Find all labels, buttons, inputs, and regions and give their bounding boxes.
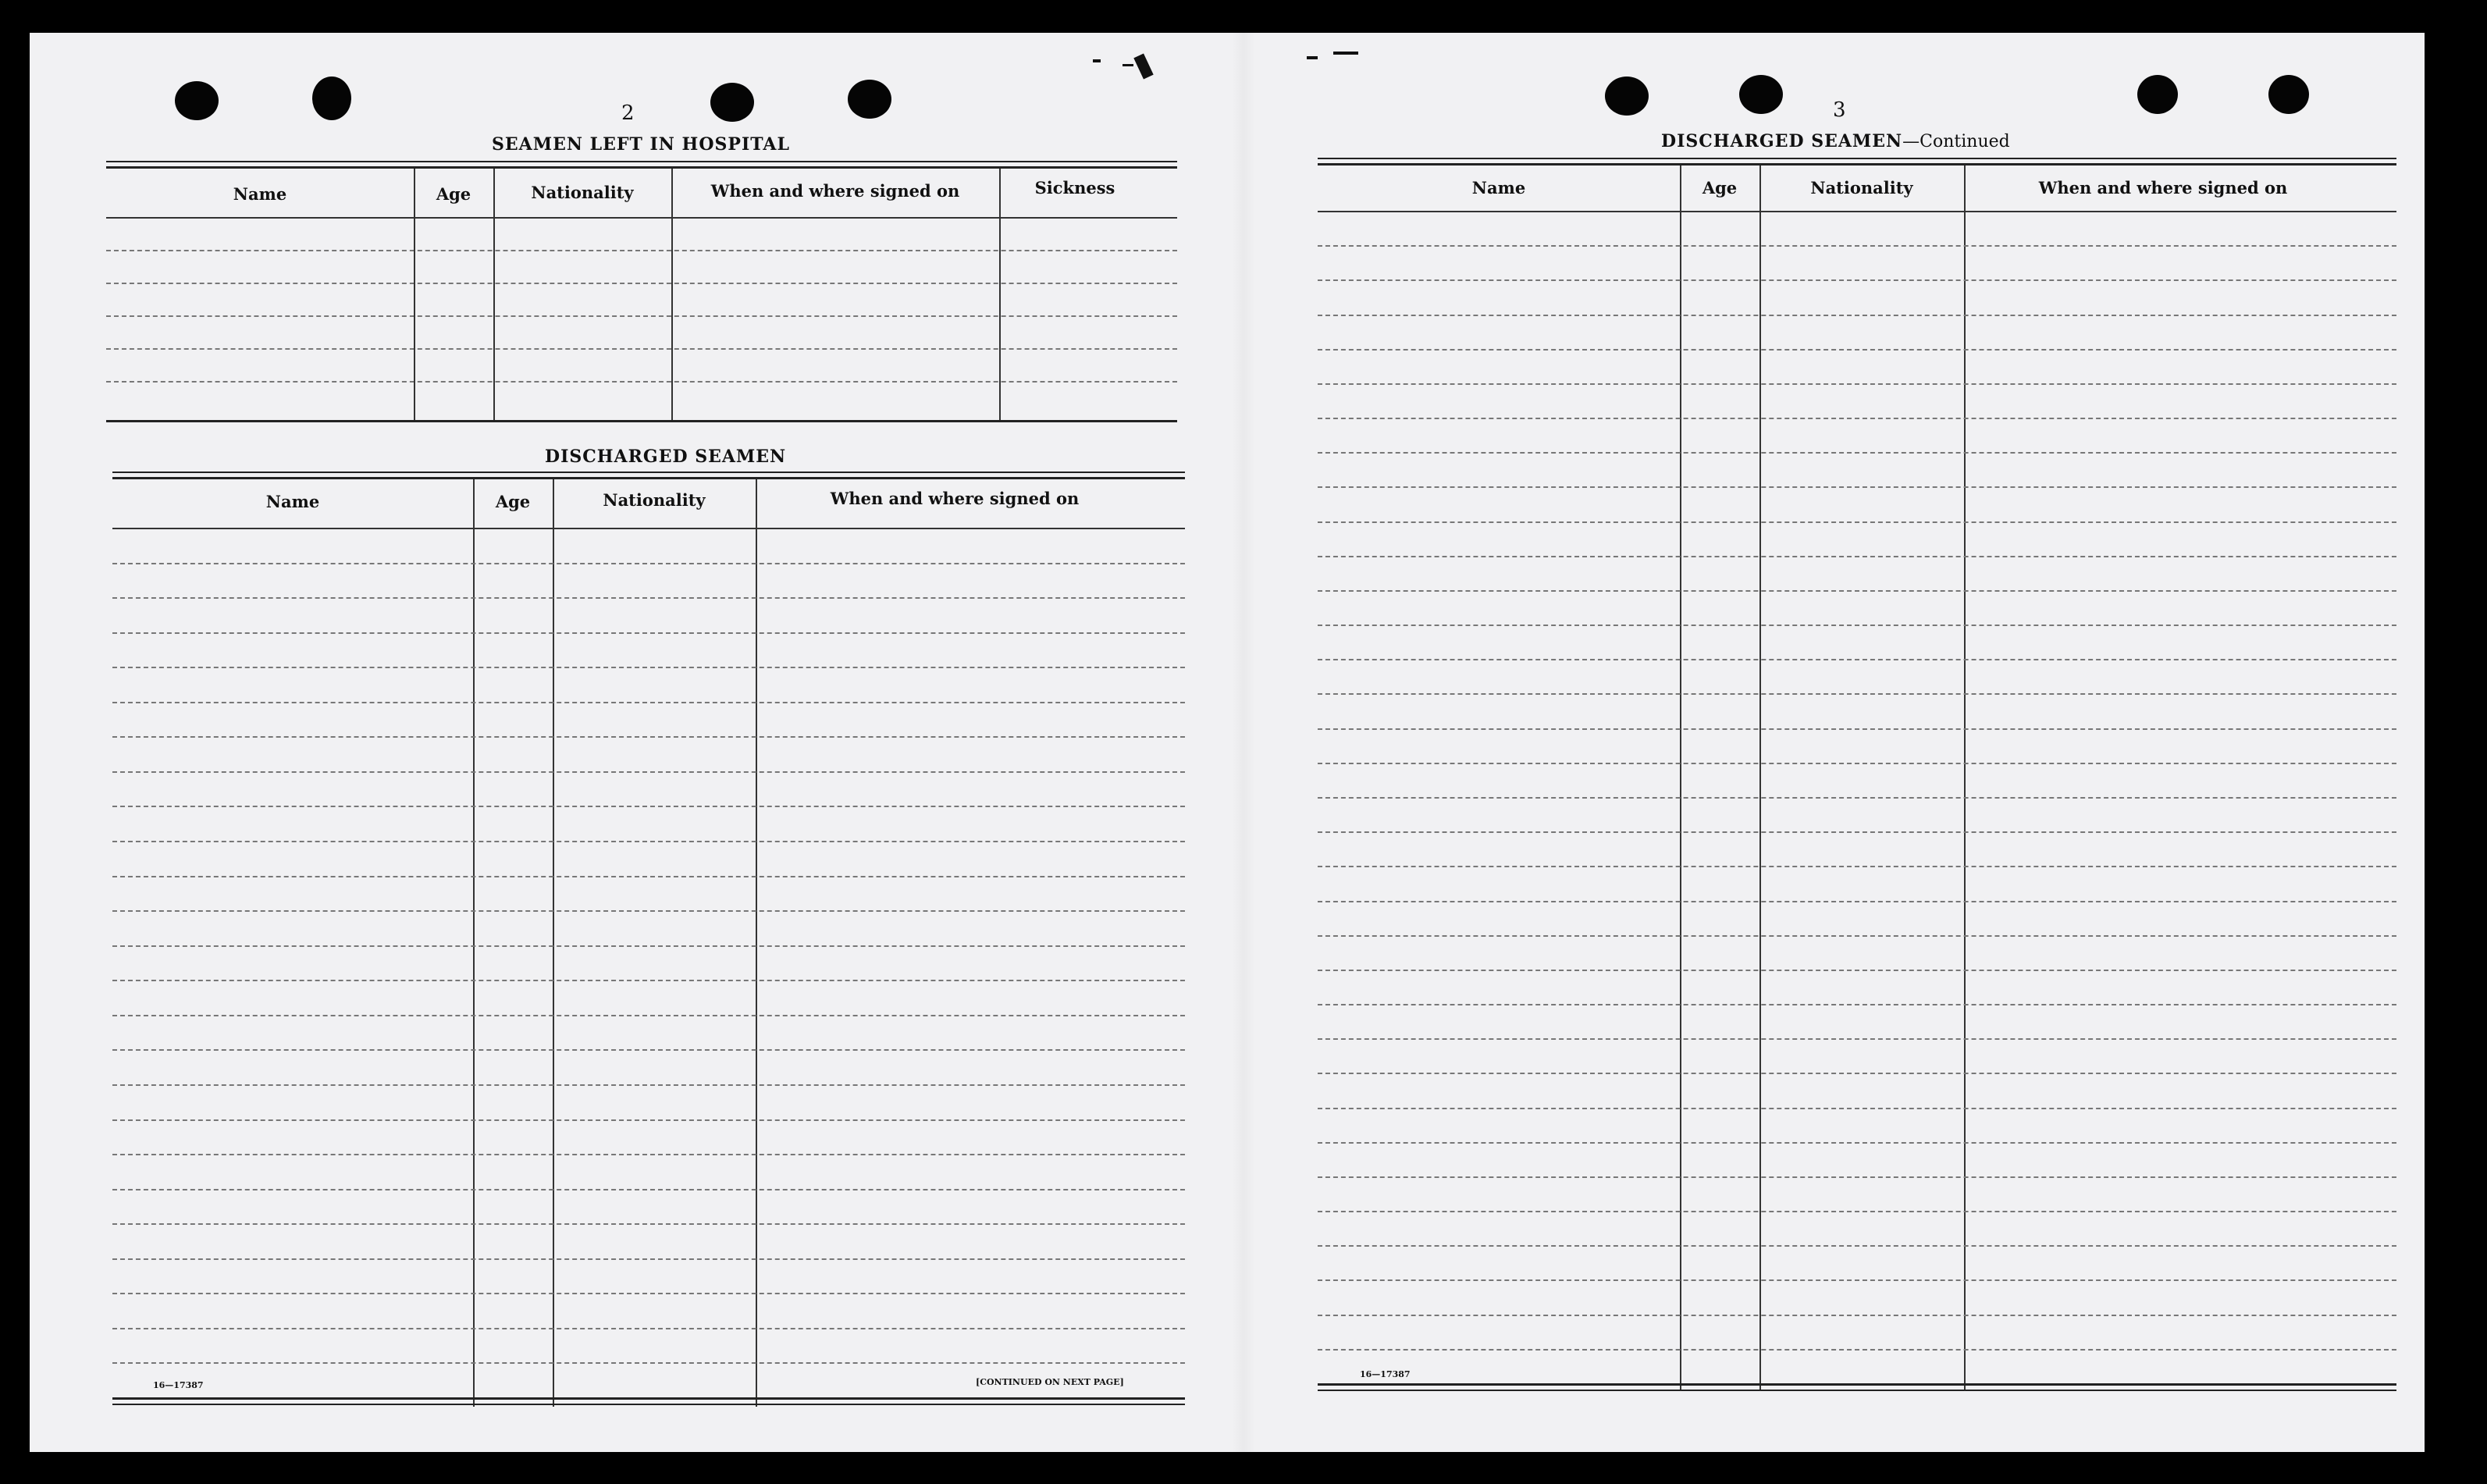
table-rule xyxy=(1318,1390,2396,1391)
punch-hole xyxy=(2137,75,2178,114)
table-rule xyxy=(1318,163,2396,165)
scan-mark xyxy=(1133,53,1153,79)
column-divider xyxy=(999,169,1001,422)
table-row xyxy=(1318,797,2396,799)
table-row xyxy=(112,1328,1185,1329)
col-header-signed-on: When and where signed on xyxy=(830,489,1080,508)
discharged-section-title: DISCHARGED SEAMEN xyxy=(545,447,787,467)
scan-mark xyxy=(1307,56,1318,59)
table-rule xyxy=(112,1404,1185,1405)
table-row xyxy=(1318,1279,2396,1281)
table-row xyxy=(112,1119,1185,1121)
table-row xyxy=(112,771,1185,773)
scan-mark xyxy=(1123,64,1133,66)
col-header-nationality: Nationality xyxy=(603,490,706,510)
table-row xyxy=(1318,383,2396,385)
punch-hole xyxy=(312,77,351,120)
punch-hole xyxy=(175,81,219,120)
continued-note: [CONTINUED ON NEXT PAGE] xyxy=(976,1377,1124,1387)
table-row xyxy=(1318,1315,2396,1316)
table-row xyxy=(1318,1245,2396,1247)
table-row xyxy=(1318,1073,2396,1074)
form-number-left: 16—17387 xyxy=(153,1380,204,1390)
discharged-table-right xyxy=(1318,158,2396,1391)
table-row xyxy=(112,563,1185,564)
column-divider xyxy=(473,479,475,1407)
table-rule xyxy=(112,1397,1185,1400)
table-rule xyxy=(1318,1383,2396,1386)
center-fold xyxy=(1232,33,1255,1452)
table-row xyxy=(112,1362,1185,1364)
title-suffix: —Continued xyxy=(1902,132,2010,151)
column-divider xyxy=(493,169,495,422)
header-rule xyxy=(112,528,1185,529)
col-header-name: Name xyxy=(233,184,287,204)
table-row xyxy=(112,1154,1185,1155)
table-row xyxy=(106,250,1177,251)
table-row xyxy=(1318,970,2396,971)
form-number-right: 16—17387 xyxy=(1360,1369,1411,1379)
table-row xyxy=(1318,831,2396,833)
table-row xyxy=(112,1189,1185,1190)
table-row xyxy=(1318,1176,2396,1178)
col-header-name: Name xyxy=(265,492,320,511)
table-row xyxy=(1318,1004,2396,1005)
table-rule xyxy=(106,166,1177,169)
table-row xyxy=(1318,521,2396,523)
col-header-nationality: Nationality xyxy=(531,183,634,202)
table-row xyxy=(112,876,1185,877)
col-header-name: Name xyxy=(1471,178,1526,198)
scan-mark xyxy=(1333,52,1358,55)
table-row xyxy=(106,348,1177,350)
punch-hole xyxy=(2268,75,2309,114)
table-row xyxy=(1318,418,2396,419)
col-header-age: Age xyxy=(1702,178,1738,198)
table-row xyxy=(112,806,1185,807)
table-row xyxy=(1318,763,2396,764)
table-row xyxy=(112,1084,1185,1086)
punch-hole xyxy=(1739,75,1783,114)
table-row xyxy=(1318,901,2396,902)
table-row xyxy=(112,736,1185,738)
table-row xyxy=(112,945,1185,947)
table-row xyxy=(106,283,1177,284)
column-divider xyxy=(414,169,415,422)
table-row xyxy=(1318,1211,2396,1212)
table-row xyxy=(112,841,1185,842)
table-row xyxy=(1318,693,2396,695)
col-header-age: Age xyxy=(495,492,531,511)
table-row xyxy=(112,1049,1185,1051)
table-row xyxy=(112,1015,1185,1016)
punch-hole xyxy=(710,83,754,122)
table-row xyxy=(112,1258,1185,1260)
table-row xyxy=(1318,452,2396,454)
table-row xyxy=(1318,486,2396,488)
table-row xyxy=(112,1293,1185,1294)
col-header-sickness: Sickness xyxy=(1034,178,1115,198)
table-row xyxy=(112,980,1185,981)
col-header-nationality: Nationality xyxy=(1810,178,1913,198)
column-divider xyxy=(553,479,554,1407)
scan-mark xyxy=(1093,59,1101,62)
table-row xyxy=(112,702,1185,703)
table-row xyxy=(1318,245,2396,247)
punch-hole xyxy=(1605,77,1649,116)
discharged-table-left xyxy=(112,472,1185,1408)
table-row xyxy=(106,315,1177,317)
hospital-section-title: SEAMEN LEFT IN HOSPITAL xyxy=(492,134,790,155)
table-row xyxy=(1318,315,2396,316)
table-rule xyxy=(106,420,1177,422)
header-rule xyxy=(106,217,1177,219)
table-row xyxy=(112,597,1185,599)
table-row xyxy=(1318,866,2396,867)
table-row xyxy=(1318,590,2396,592)
table-row xyxy=(112,632,1185,634)
discharged-continued-title xyxy=(1661,131,2010,151)
col-header-signed-on: When and where signed on xyxy=(710,181,960,201)
table-row xyxy=(1318,1038,2396,1040)
punch-hole xyxy=(848,80,891,119)
hospital-table xyxy=(106,161,1177,423)
table-row xyxy=(112,667,1185,668)
header-rule xyxy=(1318,211,2396,212)
title-main: DISCHARGED SEAMEN xyxy=(1661,131,1903,151)
table-row xyxy=(1318,279,2396,281)
page-number-right: 3 xyxy=(1833,98,1846,122)
table-row xyxy=(1318,935,2396,937)
table-row xyxy=(1318,659,2396,660)
table-row xyxy=(1318,556,2396,557)
table-rule xyxy=(112,477,1185,479)
table-row xyxy=(112,910,1185,912)
table-row xyxy=(106,381,1177,383)
table-rule xyxy=(1318,158,2396,159)
table-row xyxy=(1318,625,2396,626)
table-rule xyxy=(106,161,1177,162)
column-divider xyxy=(756,479,757,1407)
table-row xyxy=(1318,728,2396,730)
table-row xyxy=(1318,1108,2396,1109)
document-sheet xyxy=(30,33,2425,1452)
table-row xyxy=(1318,1142,2396,1144)
table-rule xyxy=(112,472,1185,473)
column-divider xyxy=(671,169,673,422)
col-header-age: Age xyxy=(436,184,471,204)
table-row xyxy=(1318,349,2396,351)
page-number-left: 2 xyxy=(621,101,635,125)
table-row xyxy=(1318,1349,2396,1351)
table-row xyxy=(112,1223,1185,1225)
col-header-signed-on: When and where signed on xyxy=(2038,178,2288,198)
